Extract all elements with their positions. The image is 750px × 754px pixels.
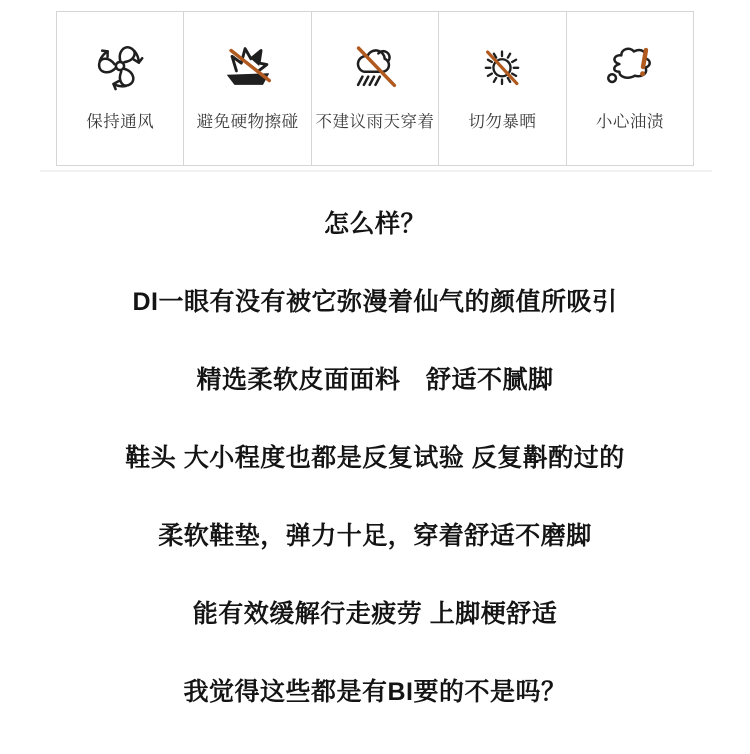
care-item-no-sun [438,12,565,165]
care-item-no-hard-objects [183,12,310,165]
description-line: DI一眼有没有被它弥漫着仙气的颜值所吸引 [132,288,618,316]
care-item-label: 避免硬物擦碰 [196,113,299,131]
care-item-label: 不建议雨天穿着 [315,113,435,131]
care-item-label: 小心油渍 [595,113,664,131]
no-hard-object-icon [219,35,277,97]
no-sun-icon [473,35,531,97]
oil-stain-icon [601,35,659,97]
care-item-label: 切勿暴晒 [468,113,537,131]
care-item-no-rain [311,12,438,165]
description-line: 能有效缓解行走疲劳 上脚梗舒适 [192,600,558,628]
section-divider [40,170,712,172]
description-line-headline: 怎么样？ [323,210,426,238]
care-item-oil-stain [566,12,693,165]
description-line: 鞋头 大小程度也都是反复试验 反复斠酌过的 [125,444,625,472]
care-item-label: 保持通风 [86,113,155,131]
care-instructions-row [56,11,694,166]
description-line: 柔软鞋垫，弹力十足，穿着舒适不磨脚 [158,522,592,550]
product-description [0,207,750,753]
no-rain-icon [346,35,404,97]
care-item-ventilation [57,12,183,165]
description-line: 我觉得这些都是有BI要的不是吗？ [183,678,567,706]
fan-icon [91,35,149,97]
description-line: 精选柔软皮面面料 舒适不腻脚 [196,366,554,394]
